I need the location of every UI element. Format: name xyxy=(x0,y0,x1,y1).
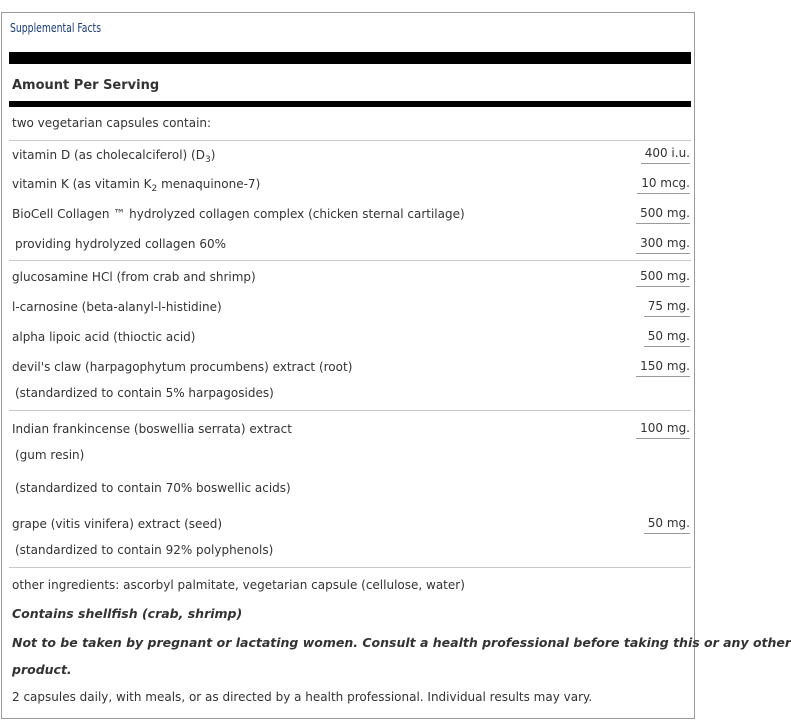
ingredient-name-glucosamine: glucosamine HCl (from crab and shrimp) xyxy=(12,270,256,284)
ingredient-name-hydrolyzed-collagen: providing hydrolyzed collagen 60% xyxy=(15,237,226,251)
ingredient-amount-hydrolyzed-collagen: 300 mg. xyxy=(636,236,690,254)
directions: 2 capsules daily, with meals, or as directed by a health professional. Individual results may vary. xyxy=(12,690,593,704)
row-divider xyxy=(9,260,691,261)
ingredient-amount-biocell-collagen: 500 mg. xyxy=(636,206,690,224)
thin-divider xyxy=(9,101,691,107)
amount-per-serving-heading: Amount Per Serving xyxy=(12,78,160,93)
ingredient-amount-l-carnosine: 75 mg. xyxy=(644,299,690,317)
row-divider xyxy=(9,410,691,411)
ingredient-note-boswellic-acids: (standardized to contain 70% boswellic acids) xyxy=(15,481,291,495)
ingredient-amount-devils-claw: 150 mg. xyxy=(636,359,690,377)
ingredient-name-biocell-collagen: BioCell Collagen ™ hydrolyzed collagen complex (chicken sternal cartilage) xyxy=(12,207,465,221)
ingredient-note-gum-resin: (gum resin) xyxy=(15,448,85,462)
row-divider xyxy=(9,140,691,141)
ingredient-note-devils-claw: (standardized to contain 5% harpagosides) xyxy=(15,386,274,400)
ingredient-name-alpha-lipoic-acid: alpha lipoic acid (thioctic acid) xyxy=(12,330,196,344)
ingredient-amount-alpha-lipoic-acid: 50 mg. xyxy=(644,329,690,347)
ingredient-name-l-carnosine: l-carnosine (beta-alanyl-l-histidine) xyxy=(12,300,222,314)
ingredient-note-polyphenols: (standardized to contain 92% polyphenols) xyxy=(15,543,274,557)
panel-title: Supplemental Facts xyxy=(10,21,102,35)
ingredient-name-vitamin-d: vitamin D (as cholecalciferol) $(D_3)$ xyxy=(12,148,216,165)
pregnancy-warning-continued: product. xyxy=(12,662,72,677)
ingredient-name-devils-claw: devil's claw (harpagophytum procumbens) extract (root) xyxy=(12,360,353,374)
ingredient-amount-vitamin-d: 400 i.u. xyxy=(641,146,690,164)
ingredient-name-indian-frankincense: Indian frankincense (boswellia serrata) extract xyxy=(12,422,292,436)
ingredient-name-vitamin-k: vitamin K (as vitamin $K_2$ menaquinone-7) xyxy=(12,177,261,194)
ingredient-amount-glucosamine: 500 mg. xyxy=(636,269,690,287)
row-divider xyxy=(9,567,691,568)
ingredient-amount-vitamin-k: 10 mcg. xyxy=(637,176,690,194)
ingredient-amount-grape-extract: 50 mg. xyxy=(644,516,690,534)
thick-divider xyxy=(9,52,691,64)
pregnancy-warning: Not to be taken by pregnant or lactating women. Consult a health professional before taking this or any other xyxy=(12,635,791,650)
ingredient-amount-indian-frankincense: 100 mg. xyxy=(636,421,690,439)
allergen-warning: Contains shellfish (crab, shrimp) xyxy=(12,606,243,621)
other-ingredients: other ingredients: ascorbyl palmitate, vegetarian capsule (cellulose, water) xyxy=(12,578,465,592)
serving-intro: two vegetarian capsules contain: xyxy=(12,116,212,130)
ingredient-name-grape-extract: grape (vitis vinifera) extract (seed) xyxy=(12,517,223,531)
